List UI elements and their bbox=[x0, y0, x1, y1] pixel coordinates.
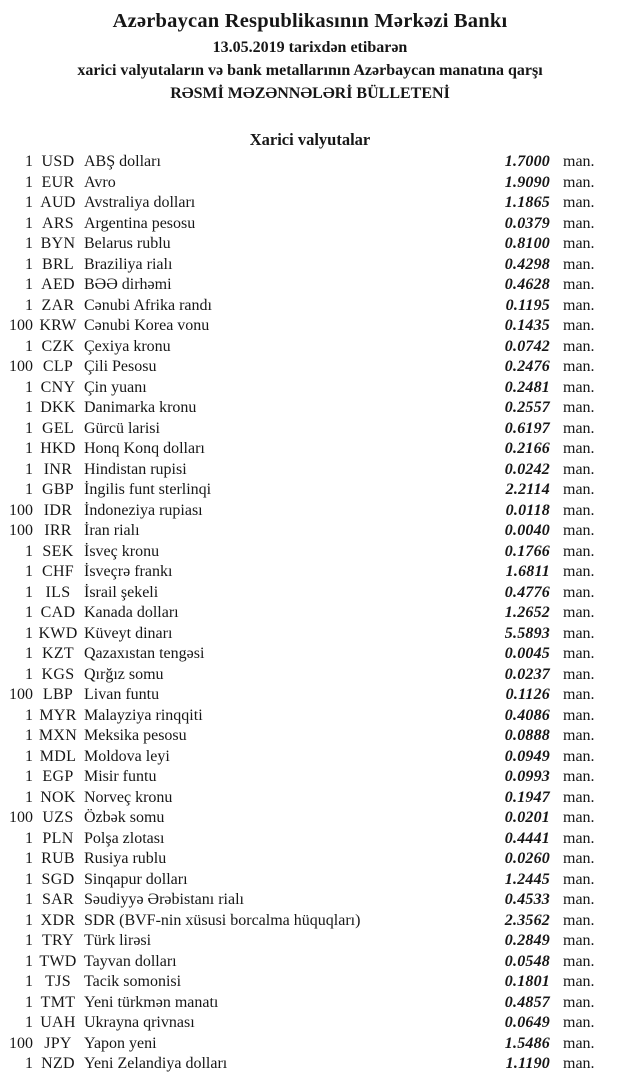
currency-code: UZS bbox=[42, 809, 74, 826]
currency-rate: 1.1190 bbox=[505, 1055, 550, 1072]
currency-name: Gürcü larisi bbox=[84, 419, 160, 437]
currency-code: UAH bbox=[40, 1014, 76, 1031]
currency-name: Yeni Zelandiya dolları bbox=[84, 1055, 228, 1072]
currency-quantity: 1 bbox=[25, 399, 33, 416]
unit-label: man. bbox=[563, 870, 595, 888]
currency-rate: 2.2114 bbox=[505, 481, 550, 498]
rate-row bbox=[0, 234, 620, 255]
unit-label: man. bbox=[563, 932, 595, 949]
unit-label: man. bbox=[563, 296, 595, 314]
currency-rate: 0.4533 bbox=[504, 891, 550, 908]
currency-rate: 0.8100 bbox=[504, 235, 550, 252]
currency-code: IDR bbox=[43, 501, 73, 519]
currency-code: NOK bbox=[40, 788, 76, 806]
currency-quantity: 1 bbox=[25, 460, 33, 478]
currency-rate: 0.0649 bbox=[504, 1014, 550, 1031]
currency-name: Çin yuanı bbox=[84, 378, 147, 396]
currency-code: CLP bbox=[42, 358, 74, 375]
rate-row bbox=[0, 829, 620, 850]
unit-label: man. bbox=[563, 481, 595, 498]
currency-quantity: 1 bbox=[25, 235, 33, 252]
currency-code: KGS bbox=[41, 665, 75, 683]
rate-row bbox=[0, 952, 620, 973]
currency-name: Argentina pesosu bbox=[84, 214, 196, 232]
unit-label: man. bbox=[563, 153, 595, 170]
currency-rate: 1.5486 bbox=[504, 1034, 550, 1052]
rate-row bbox=[0, 337, 620, 358]
currency-quantity: 1 bbox=[25, 255, 33, 273]
currency-rate: 1.6811 bbox=[505, 563, 550, 580]
currency-code: AED bbox=[41, 276, 75, 293]
currency-name: Yeni türkmən manatı bbox=[84, 993, 219, 1011]
currency-rate: 0.4441 bbox=[504, 829, 550, 847]
currency-quantity: 1 bbox=[25, 563, 33, 580]
rate-row bbox=[0, 1034, 620, 1055]
rate-row bbox=[0, 808, 620, 829]
currency-name: Meksika pesosu bbox=[84, 727, 187, 744]
unit-label: man. bbox=[563, 214, 595, 232]
rate-row bbox=[0, 665, 620, 686]
currency-rate: 0.1435 bbox=[504, 317, 550, 334]
unit-label: man. bbox=[563, 276, 595, 293]
currency-quantity: 100 bbox=[9, 358, 33, 375]
rate-row bbox=[0, 275, 620, 296]
unit-label: man. bbox=[563, 686, 595, 703]
unit-label: man. bbox=[563, 583, 595, 601]
currency-name: Honq Konq dolları bbox=[84, 440, 205, 457]
rate-row bbox=[0, 767, 620, 788]
rate-row bbox=[0, 316, 620, 337]
unit-label: man. bbox=[563, 829, 595, 847]
rate-row bbox=[0, 583, 620, 604]
unit-label: man. bbox=[563, 173, 595, 191]
currency-quantity: 1 bbox=[25, 173, 33, 191]
currency-quantity: 1 bbox=[25, 973, 33, 990]
currency-quantity: 1 bbox=[25, 583, 33, 601]
unit-label: man. bbox=[563, 522, 595, 539]
unit-label: man. bbox=[563, 604, 595, 621]
currency-quantity: 1 bbox=[25, 665, 33, 683]
currency-rate: 5.5893 bbox=[504, 624, 550, 642]
unit-label: man. bbox=[563, 337, 595, 355]
rate-row bbox=[0, 890, 620, 911]
currency-name: Moldova leyi bbox=[84, 747, 170, 765]
currency-rate: 0.0993 bbox=[504, 768, 550, 785]
unit-label: man. bbox=[563, 317, 595, 334]
rate-row bbox=[0, 849, 620, 870]
rate-row bbox=[0, 214, 620, 235]
rate-row bbox=[0, 972, 620, 993]
currency-code: XDR bbox=[40, 911, 76, 929]
currency-quantity: 1 bbox=[25, 296, 33, 314]
currency-quantity: 1 bbox=[25, 952, 33, 970]
currency-code: TMT bbox=[40, 993, 76, 1011]
currency-rate: 0.4298 bbox=[504, 255, 550, 273]
currency-name: Kanada dolları bbox=[84, 604, 179, 621]
currency-name: Qırğız somu bbox=[84, 665, 164, 683]
currency-code: GEL bbox=[41, 419, 74, 437]
rate-row bbox=[0, 501, 620, 522]
rate-row bbox=[0, 726, 620, 747]
currency-rate: 0.1947 bbox=[504, 788, 550, 806]
currency-quantity: 1 bbox=[25, 747, 33, 765]
currency-code: KZT bbox=[41, 645, 74, 662]
rate-row bbox=[0, 931, 620, 952]
currency-name: Braziliya rialı bbox=[84, 255, 173, 273]
currency-rate: 0.0379 bbox=[504, 214, 550, 232]
currency-code: NZD bbox=[41, 1055, 75, 1072]
unit-label: man. bbox=[563, 993, 595, 1011]
currency-quantity: 1 bbox=[25, 768, 33, 785]
currency-name: Malayziya rinqqiti bbox=[84, 706, 203, 724]
currency-rate: 0.0548 bbox=[504, 952, 550, 970]
unit-label: man. bbox=[563, 358, 595, 375]
unit-label: man. bbox=[563, 624, 595, 642]
rate-row bbox=[0, 419, 620, 440]
currency-code: ARS bbox=[41, 214, 75, 232]
currency-name: Türk lirəsi bbox=[84, 932, 152, 949]
currency-quantity: 1 bbox=[25, 911, 33, 929]
currency-rate: 0.0242 bbox=[504, 460, 550, 478]
currency-name: Cənubi Korea vonu bbox=[84, 317, 210, 334]
currency-name: Küveyt dinarı bbox=[84, 624, 173, 642]
currency-name: Rusiya rublu bbox=[84, 850, 167, 867]
rate-row bbox=[0, 542, 620, 563]
section-title-foreign-currencies: Xarici valyutalar bbox=[249, 130, 371, 149]
currency-name: Polşa zlotası bbox=[84, 829, 165, 847]
currency-code: EUR bbox=[41, 173, 75, 191]
currency-rate: 0.0201 bbox=[504, 809, 550, 826]
currency-name: İsveç kronu bbox=[84, 542, 160, 560]
currency-quantity: 1 bbox=[25, 850, 33, 867]
currency-quantity: 1 bbox=[25, 1014, 33, 1031]
rate-row bbox=[0, 644, 620, 665]
currency-code: SAR bbox=[41, 891, 75, 908]
unit-label: man. bbox=[563, 911, 595, 929]
bulletin-title: RƏSMİ MƏZƏNNƏLƏRİ BÜLLETENİ bbox=[170, 85, 450, 102]
unit-label: man. bbox=[563, 809, 595, 826]
currency-quantity: 1 bbox=[25, 276, 33, 293]
currency-name: Livan funtu bbox=[84, 686, 160, 703]
currency-code: EGP bbox=[42, 768, 74, 785]
unit-label: man. bbox=[563, 645, 595, 662]
currency-name: BƏƏ dirhəmi bbox=[84, 276, 172, 293]
rate-row bbox=[0, 993, 620, 1014]
currency-quantity: 100 bbox=[9, 501, 33, 519]
currency-code: JPY bbox=[44, 1034, 72, 1052]
unit-label: man. bbox=[563, 891, 595, 908]
currency-code: INR bbox=[43, 460, 73, 478]
currency-rate: 1.2445 bbox=[504, 870, 550, 888]
currency-code: BYN bbox=[40, 235, 76, 252]
currency-quantity: 1 bbox=[25, 645, 33, 662]
currency-quantity: 1 bbox=[25, 788, 33, 806]
currency-name: Səudiyyə Ərəbistanı rialı bbox=[84, 891, 244, 908]
currency-rate: 0.4086 bbox=[504, 706, 550, 724]
currency-name: Yapon yeni bbox=[84, 1034, 157, 1052]
unit-label: man. bbox=[563, 727, 595, 744]
unit-label: man. bbox=[563, 1014, 595, 1031]
rate-row bbox=[0, 603, 620, 624]
rate-row bbox=[0, 747, 620, 768]
currency-rate: 1.1865 bbox=[504, 194, 550, 211]
currency-code: CHF bbox=[41, 563, 75, 580]
currency-name: İsveçrə frankı bbox=[84, 563, 173, 580]
currency-code: SEK bbox=[42, 542, 74, 560]
currency-code: DKK bbox=[40, 399, 76, 416]
currency-name: Ukrayna qrivnası bbox=[84, 1014, 195, 1031]
rate-row bbox=[0, 706, 620, 727]
currency-rate: 0.2481 bbox=[504, 378, 550, 396]
currency-name: ABŞ dolları bbox=[84, 153, 161, 170]
currency-code: RUB bbox=[41, 850, 75, 867]
currency-quantity: 1 bbox=[25, 214, 33, 232]
currency-rate: 1.2652 bbox=[504, 604, 550, 621]
effective-date-line: 13.05.2019 tarixdən etibarən bbox=[212, 39, 408, 56]
currency-code: CNY bbox=[40, 378, 76, 396]
currency-rate: 0.1801 bbox=[504, 973, 550, 990]
currency-quantity: 1 bbox=[25, 337, 33, 355]
currency-name: Özbək somu bbox=[84, 809, 165, 826]
unit-label: man. bbox=[563, 440, 595, 457]
currency-name: Cənubi Afrika randı bbox=[84, 296, 212, 314]
currency-name: Belarus rublu bbox=[84, 235, 171, 252]
rate-row bbox=[0, 562, 620, 583]
currency-rate: 0.0237 bbox=[504, 665, 550, 683]
document-header bbox=[0, 0, 620, 105]
currency-code: AUD bbox=[40, 194, 76, 211]
currency-rate: 0.0949 bbox=[504, 747, 550, 765]
unit-label: man. bbox=[563, 255, 595, 273]
currency-rate: 0.0742 bbox=[504, 337, 550, 355]
currency-code: CAD bbox=[40, 604, 76, 621]
unit-label: man. bbox=[563, 973, 595, 990]
currency-code: USD bbox=[41, 153, 75, 170]
unit-label: man. bbox=[563, 952, 595, 970]
currency-code: ZAR bbox=[41, 296, 75, 314]
currency-name: Hindistan rupisi bbox=[84, 460, 187, 478]
currency-code: TWD bbox=[39, 952, 77, 970]
currency-name: Qazaxıstan tengəsi bbox=[84, 645, 205, 662]
currency-rate: 1.9090 bbox=[504, 173, 550, 191]
unit-label: man. bbox=[563, 378, 595, 396]
unit-label: man. bbox=[563, 768, 595, 785]
bank-name-title: Azərbaycan Respublikasının Mərkəzi Bankı bbox=[112, 10, 508, 32]
currency-rate: 0.0260 bbox=[504, 850, 550, 867]
currency-quantity: 1 bbox=[25, 706, 33, 724]
currency-rate: 0.4628 bbox=[504, 276, 550, 293]
currency-name: Tacik somonisi bbox=[84, 973, 182, 990]
currency-quantity: 1 bbox=[25, 440, 33, 457]
currency-code: CZK bbox=[41, 337, 75, 355]
currency-rate: 0.4857 bbox=[504, 993, 550, 1011]
rate-row bbox=[0, 480, 620, 501]
rate-row bbox=[0, 788, 620, 809]
currency-quantity: 1 bbox=[25, 870, 33, 888]
currency-name: İran rialı bbox=[84, 522, 140, 539]
currency-code: LBP bbox=[42, 686, 74, 703]
currency-quantity: 1 bbox=[25, 891, 33, 908]
unit-label: man. bbox=[563, 194, 595, 211]
currency-name: Tayvan dolları bbox=[84, 952, 177, 970]
currency-rate: 0.0118 bbox=[505, 501, 550, 519]
rate-row bbox=[0, 357, 620, 378]
currency-rate: 0.1126 bbox=[505, 686, 550, 703]
currency-quantity: 1 bbox=[25, 829, 33, 847]
currency-name: Çexiya kronu bbox=[84, 337, 171, 355]
unit-label: man. bbox=[563, 419, 595, 437]
currency-rate: 0.6197 bbox=[504, 419, 550, 437]
currency-code: TJS bbox=[45, 973, 71, 990]
unit-label: man. bbox=[563, 850, 595, 867]
currency-code: KRW bbox=[39, 317, 77, 334]
currency-code: ILS bbox=[45, 583, 71, 601]
unit-label: man. bbox=[563, 501, 595, 519]
unit-label: man. bbox=[563, 706, 595, 724]
rate-row bbox=[0, 1013, 620, 1034]
currency-code: SGD bbox=[41, 870, 75, 888]
currency-name: Avstraliya dolları bbox=[84, 194, 196, 211]
currency-quantity: 100 bbox=[9, 317, 33, 334]
unit-label: man. bbox=[563, 1034, 595, 1052]
currency-name: Norveç kronu bbox=[84, 788, 173, 806]
currency-rate: 0.2557 bbox=[504, 399, 550, 416]
currency-quantity: 1 bbox=[25, 727, 33, 744]
currency-name: İsrail şekeli bbox=[84, 583, 159, 601]
currency-quantity: 100 bbox=[9, 1034, 33, 1052]
currency-quantity: 1 bbox=[25, 1055, 33, 1072]
rate-row bbox=[0, 193, 620, 214]
currency-name: Misir funtu bbox=[84, 768, 157, 785]
currency-quantity: 1 bbox=[25, 932, 33, 949]
currency-code: KWD bbox=[38, 624, 78, 642]
currency-name: Çili Pesosu bbox=[84, 358, 157, 375]
rate-row bbox=[0, 870, 620, 891]
currency-name: İndoneziya rupiası bbox=[84, 501, 203, 519]
currency-rate: 0.2849 bbox=[504, 932, 550, 949]
currency-rate: 0.1766 bbox=[504, 542, 550, 560]
currency-quantity: 1 bbox=[25, 604, 33, 621]
rate-row bbox=[0, 439, 620, 460]
rate-row bbox=[0, 460, 620, 481]
rate-row bbox=[0, 173, 620, 194]
unit-label: man. bbox=[563, 1055, 595, 1072]
currency-quantity: 1 bbox=[25, 542, 33, 560]
currency-rate: 0.0040 bbox=[504, 522, 550, 539]
currency-rate: 0.4776 bbox=[504, 583, 550, 601]
rate-row bbox=[0, 255, 620, 276]
currency-code: GBP bbox=[41, 481, 75, 498]
currency-code: BRL bbox=[41, 255, 75, 273]
currency-code: MXN bbox=[38, 727, 78, 744]
currency-name: SDR (BVF-nin xüsusi borcalma hüquqları) bbox=[84, 911, 361, 929]
currency-code: MYR bbox=[39, 706, 77, 724]
rate-row bbox=[0, 624, 620, 645]
currency-rate: 0.0888 bbox=[504, 727, 550, 744]
unit-label: man. bbox=[563, 399, 595, 416]
currency-rate: 0.1195 bbox=[505, 296, 550, 314]
subject-line: xarici valyutaların və bank metallarının Azərbaycan manatına qarşı bbox=[77, 62, 543, 79]
currency-name: İngilis funt sterlinqi bbox=[84, 481, 212, 498]
currency-code: MDL bbox=[39, 747, 77, 765]
currency-rate: 2.3562 bbox=[504, 911, 550, 929]
rate-row bbox=[0, 378, 620, 399]
currency-rate: 1.7000 bbox=[504, 153, 550, 170]
rate-row bbox=[0, 398, 620, 419]
currency-code: TRY bbox=[41, 932, 75, 949]
rate-row bbox=[0, 296, 620, 317]
currency-name: Danimarka kronu bbox=[84, 399, 197, 416]
unit-label: man. bbox=[563, 788, 595, 806]
currency-quantity: 1 bbox=[25, 378, 33, 396]
rate-row bbox=[0, 911, 620, 932]
currency-quantity: 1 bbox=[25, 194, 33, 211]
currency-name: Sinqapur dolları bbox=[84, 870, 188, 888]
unit-label: man. bbox=[563, 460, 595, 478]
currency-quantity: 1 bbox=[25, 419, 33, 437]
unit-label: man. bbox=[563, 235, 595, 252]
rate-row bbox=[0, 685, 620, 706]
unit-label: man. bbox=[563, 542, 595, 560]
rate-row bbox=[0, 1054, 620, 1073]
currency-name: Avro bbox=[84, 173, 116, 191]
currency-rate: 0.2166 bbox=[504, 440, 550, 457]
exchange-rates-table bbox=[0, 152, 620, 1073]
currency-code: HKD bbox=[40, 440, 76, 457]
unit-label: man. bbox=[563, 747, 595, 765]
currency-quantity: 1 bbox=[25, 993, 33, 1011]
rate-row bbox=[0, 521, 620, 542]
unit-label: man. bbox=[563, 563, 595, 580]
currency-quantity: 100 bbox=[9, 809, 33, 826]
currency-rate: 0.2476 bbox=[504, 358, 550, 375]
currency-rate: 0.0045 bbox=[504, 645, 550, 662]
currency-quantity: 1 bbox=[25, 481, 33, 498]
currency-quantity: 100 bbox=[9, 522, 33, 539]
currency-quantity: 1 bbox=[25, 624, 33, 642]
currency-code: IRR bbox=[44, 522, 72, 539]
currency-quantity: 100 bbox=[9, 686, 33, 703]
currency-code: PLN bbox=[42, 829, 74, 847]
rate-row bbox=[0, 152, 620, 173]
unit-label: man. bbox=[563, 665, 595, 683]
currency-quantity: 1 bbox=[25, 153, 33, 170]
